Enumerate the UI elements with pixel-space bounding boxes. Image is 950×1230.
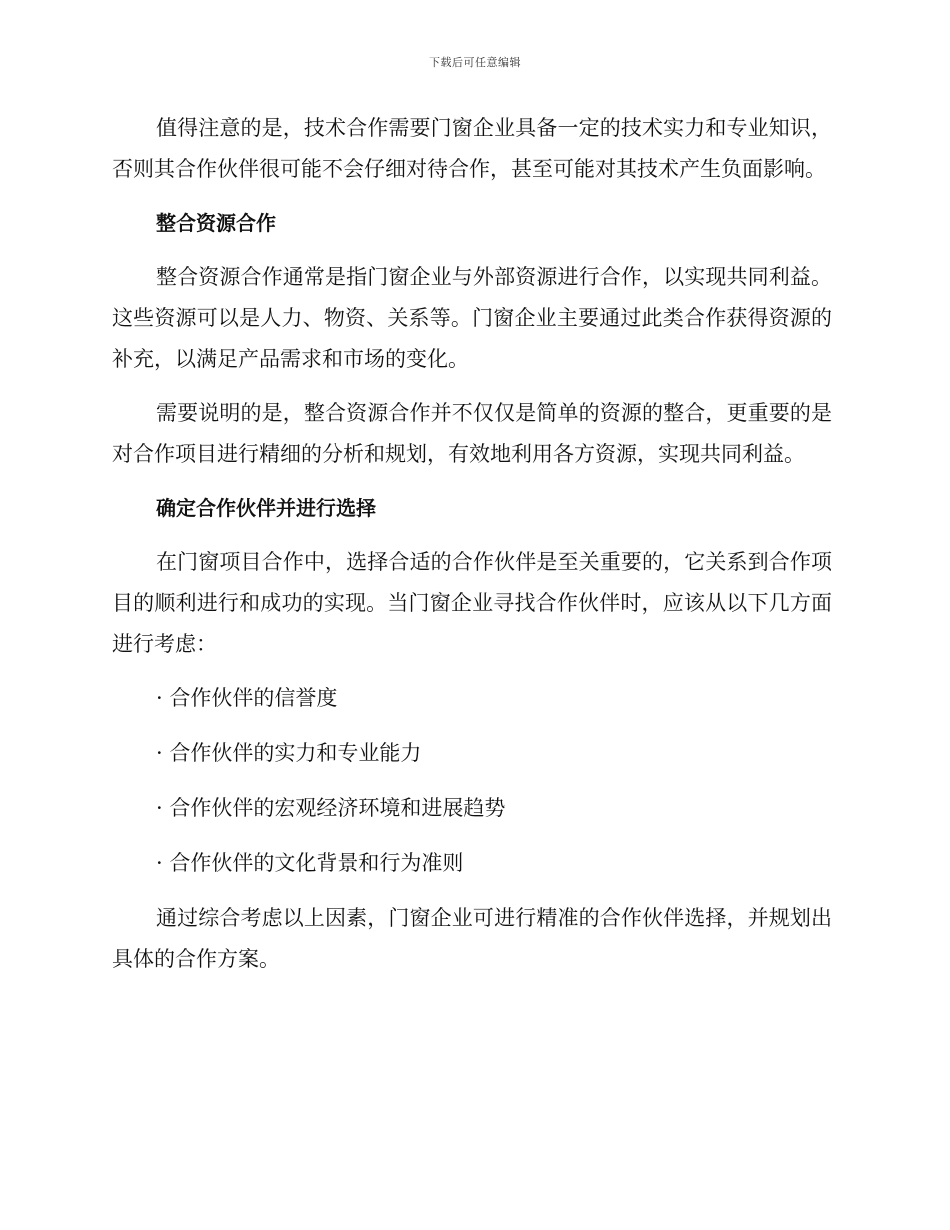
paragraph-resource-integration-note: 需要说明的是，整合资源合作并不仅仅是简单的资源的整合，更重要的是对合作项目进行精细的分析和规划，有效地利用各方资源，实现共同利益。 bbox=[112, 401, 832, 466]
bullet-list bbox=[112, 678, 832, 884]
paragraph-technical-cooperation-note: 值得注意的是，技术合作需要门窗企业具备一定的技术实力和专业知识，否则其合作伙伴很可能不会仔细对待合作，甚至可能对其技术产生负面影响。 bbox=[112, 116, 832, 181]
paragraph-resource-integration-definition: 整合资源合作通常是指门窗企业与外部资源进行合作，以实现共同利益。这些资源可以是人力、物资、关系等。门窗企业主要通过此类合作获得资源的补充，以满足产品需求和市场的变化。 bbox=[112, 265, 832, 371]
list-item: · 合作伙伴的实力和专业能力 bbox=[156, 741, 422, 765]
paragraph-conclusion: 通过综合考虑以上因素，门窗企业可进行精准的合作伙伴选择，并规划出具体的合作方案。 bbox=[112, 906, 832, 971]
list-item: · 合作伙伴的文化背景和行为准则 bbox=[156, 851, 464, 875]
page-header: 下载后可任意编辑 bbox=[429, 56, 521, 69]
list-item: · 合作伙伴的宏观经济环境和进展趋势 bbox=[156, 796, 506, 820]
paragraph-partner-selection-intro: 在门窗项目合作中，选择合适的合作伙伴是至关重要的，它关系到合作项目的顺利进行和成功的实现。当门窗企业寻找合作伙伴时，应该从以下几方面进行考虑： bbox=[112, 550, 832, 656]
section-heading-partner-selection: 确定合作伙伴并进行选择 bbox=[156, 496, 376, 520]
document-body bbox=[112, 108, 832, 993]
list-item: · 合作伙伴的信誉度 bbox=[156, 686, 338, 710]
section-heading-resource-integration: 整合资源合作 bbox=[156, 211, 276, 235]
